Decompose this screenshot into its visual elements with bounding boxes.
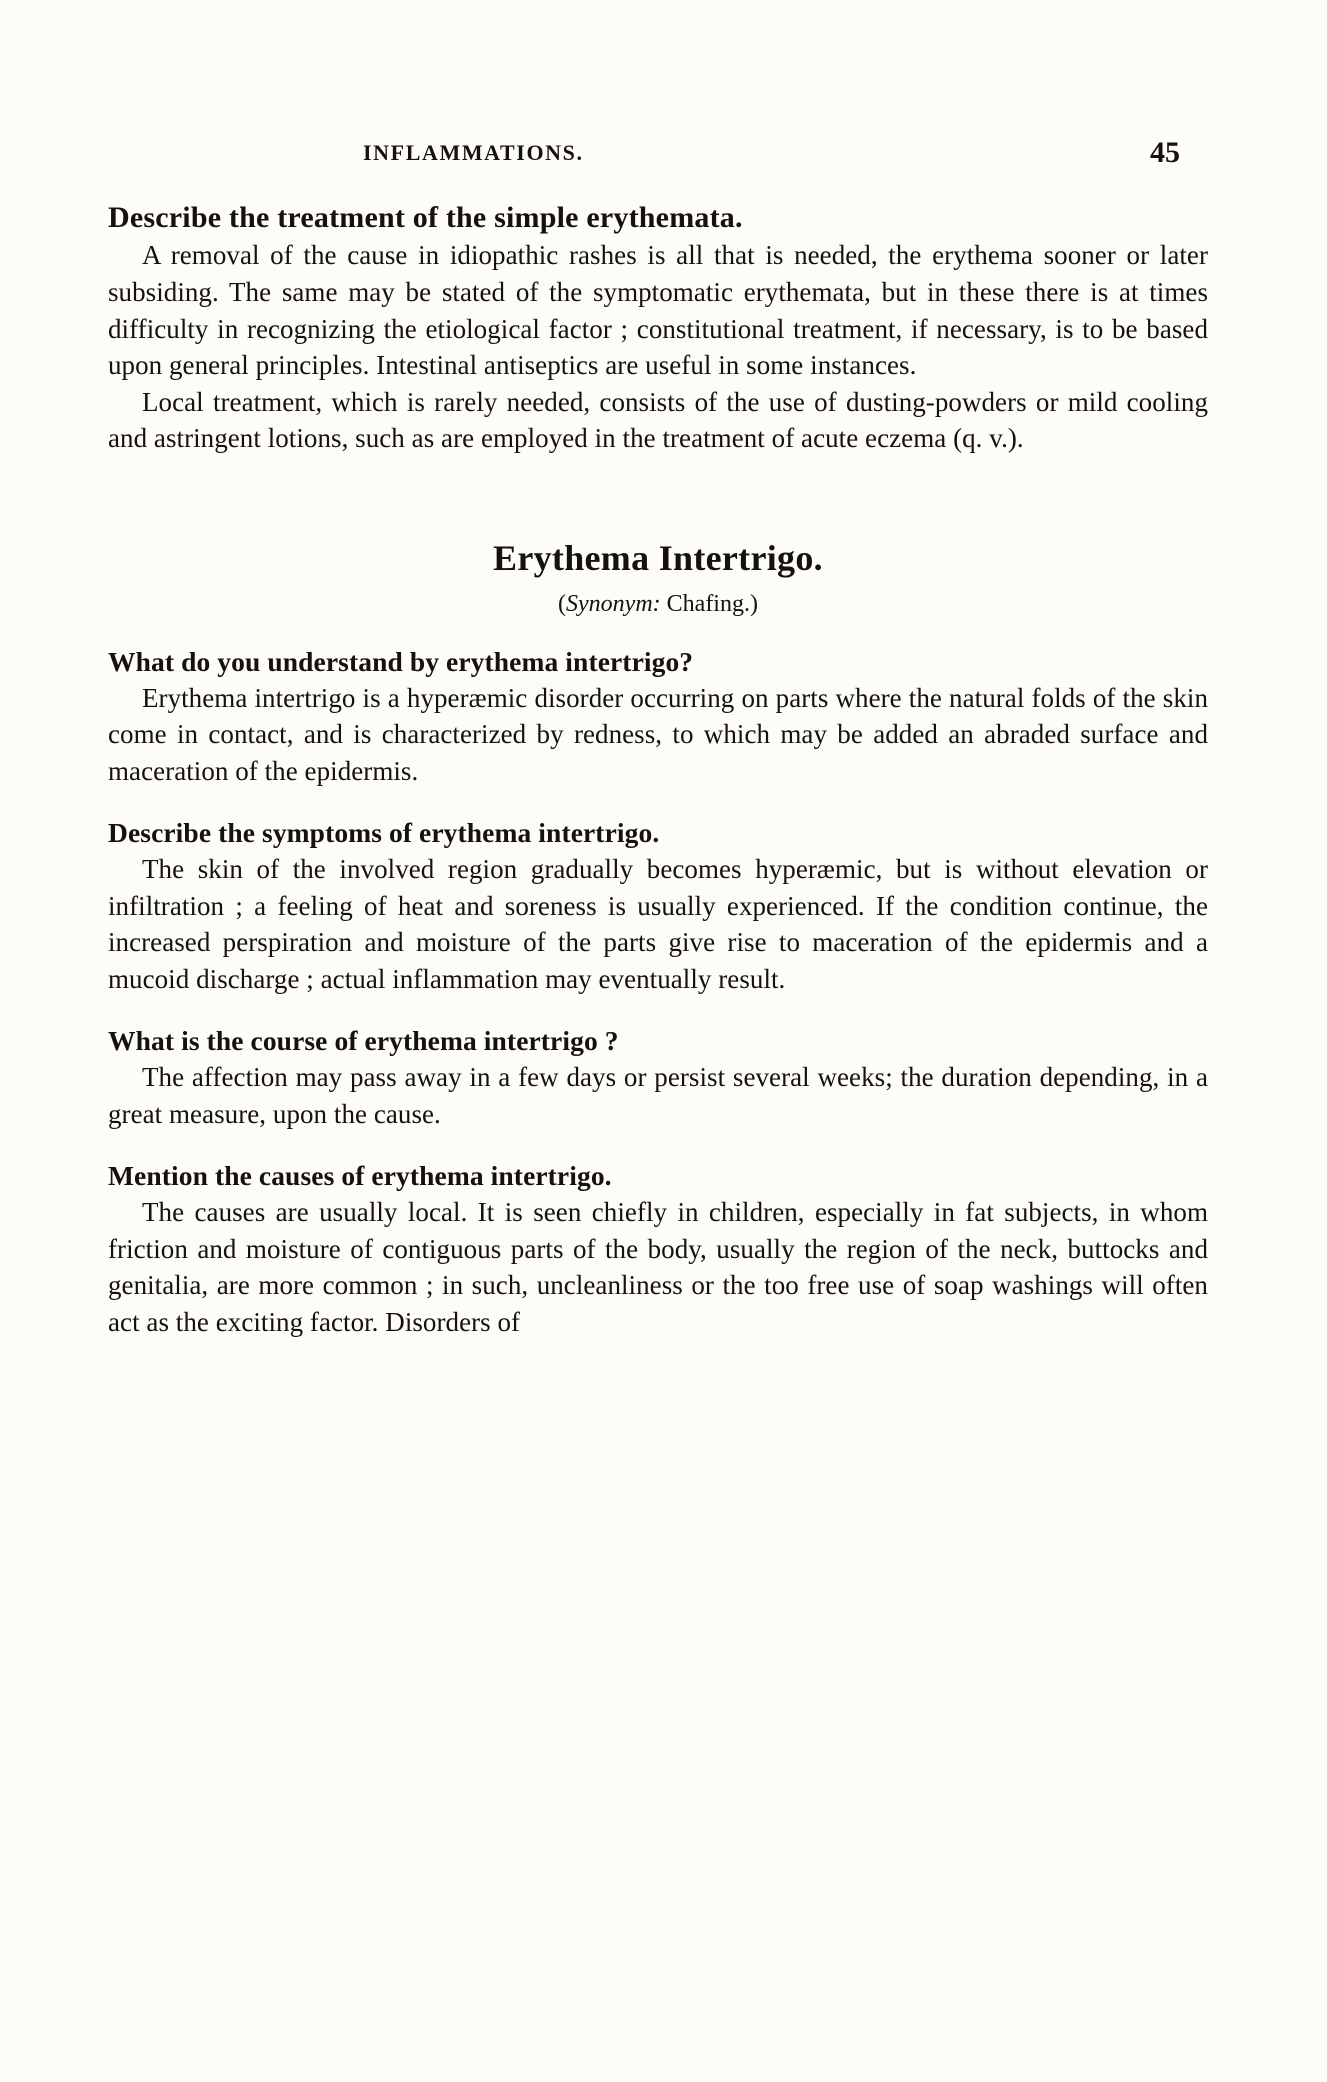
answer-course: The affection may pass away in a few days or persist several weeks; the duration depending, in a great measure, upon the cause.	[108, 1062, 1208, 1129]
synonym-value: Chafing.	[666, 590, 750, 617]
running-head-title: INFLAMMATIONS.	[363, 140, 584, 165]
synonym-label: Synonym:	[566, 590, 661, 617]
answer-symptoms: The skin of the involved region gradually becomes hyperæmic, but is without elevation or infiltration ; a feeling of heat and soreness is usually experienced. If the condition continue, the increased perspiration and moisture of the parts give rise to maceration of the epidermis and a mucoid discharge ; actual inflammation may eventually result.	[108, 854, 1208, 994]
qa-block-course	[108, 1023, 1208, 1132]
paragraph-treatment-2: Local treatment, which is rarely needed, consists of the use of dusting-powders or mild cooling and astringent lotions, such as are employed in the treatment of acute eczema (q. v.).	[108, 386, 1208, 454]
question-causes: Mention the causes of erythema intertrigo.	[108, 1160, 612, 1192]
answer-definition: Erythema intertrigo is a hyperæmic disorder occurring on parts where the natural folds of the skin come in contact, and is characterized by redness, to which may be added an abraded surface and maceration of the epidermis.	[108, 682, 1208, 786]
question-definition: What do you understand by erythema intertrigo?	[108, 645, 694, 677]
qa-block-causes	[108, 1158, 1208, 1340]
spacer-before-chapter	[108, 457, 1208, 537]
paragraph-treatment-1: A removal of the cause in idiopathic rashes is all that is needed, the erythema sooner or later subsiding. The same may be stated of the symptomatic erythemata, but in these there is at times difficulty in recognizing the etiological factor ; constitutional treatment, if necessary, is to be based upon general principles. Intestinal antiseptics are useful in some instances.	[108, 240, 1208, 381]
question-course: What is the course of erythema intertrigo ?	[108, 1025, 619, 1057]
chapter-synonym: (Synonym: Chafing.)	[558, 590, 758, 617]
qa-block-symptoms	[108, 815, 1208, 997]
page-content	[108, 136, 1208, 1340]
qa-block-definition	[108, 644, 1208, 789]
answer-causes: The causes are usually local. It is seen chiefly in children, especially in fat subjects, in whom friction and moisture of contiguous parts of the body, usually the region of the neck, buttocks and genitalia, are more common ; in such, uncleanliness or the too free use of soap washings will often act as the exciting factor. Disorders of	[108, 1197, 1208, 1337]
running-head	[108, 136, 1208, 174]
chapter-title: Erythema Intertrigo.	[493, 537, 823, 578]
page-number: 45	[1150, 136, 1180, 169]
question-heading-treatment: Describe the treatment of the simple erythemata.	[108, 201, 743, 234]
question-symptoms: Describe the symptoms of erythema intertrigo.	[108, 817, 660, 849]
spacer-after-synonym	[108, 618, 1208, 644]
